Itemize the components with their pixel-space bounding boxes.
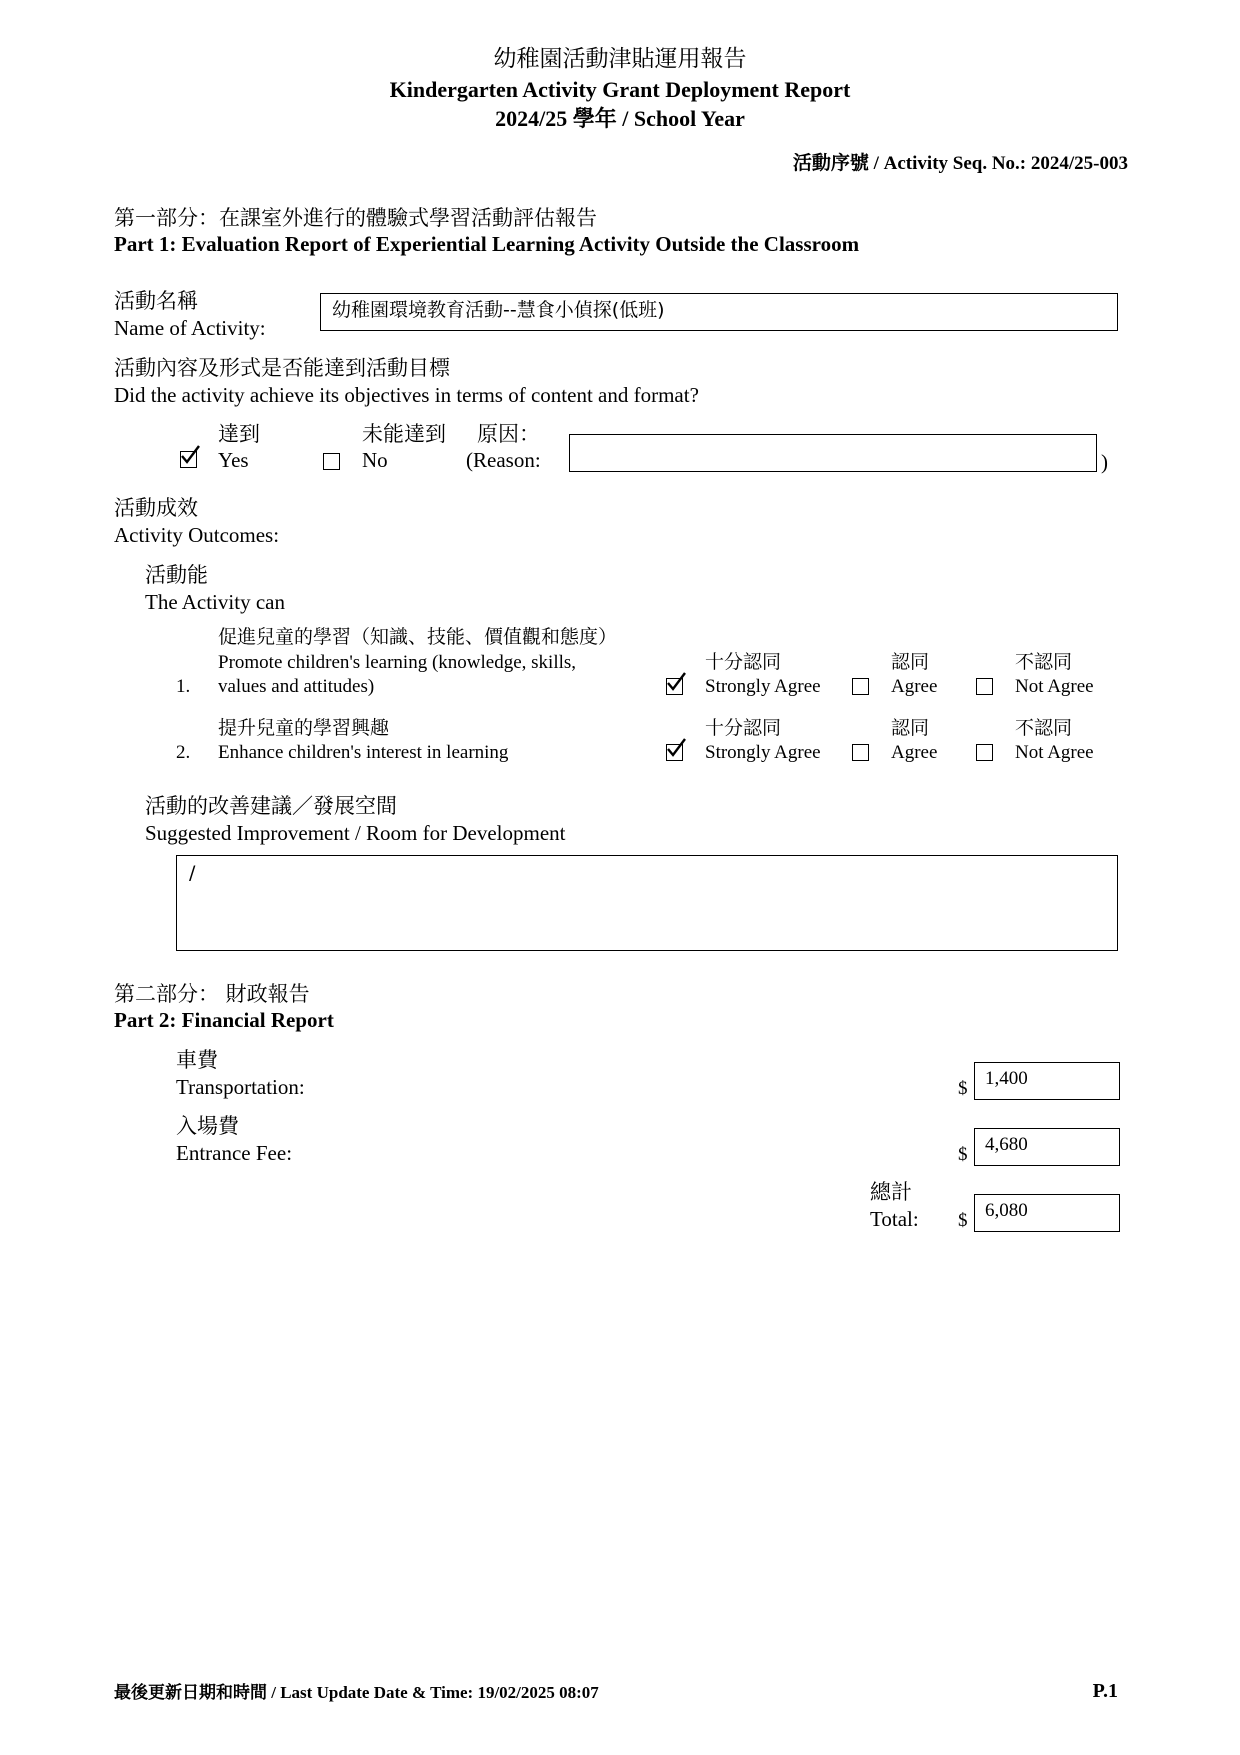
outcomes-label-en: Activity Outcomes: <box>114 523 280 547</box>
yes-checkbox[interactable] <box>180 451 197 468</box>
improve-label-en: Suggested Improvement / Room for Development <box>145 821 566 845</box>
outcomes-label-zh: 活動成效 <box>114 496 198 520</box>
activity-name-value: 幼稚園環境教育活動--慧食小偵探(低班) <box>332 299 665 321</box>
entrance-field[interactable] <box>974 1128 1120 1166</box>
item2-number: 2. <box>176 742 191 763</box>
transport-value: 1,400 <box>985 1068 1028 1089</box>
improve-label-zh: 活動的改善建議／發展空間 <box>145 794 397 818</box>
item1-en-line2: values and attitudes) <box>218 676 375 697</box>
part1-heading-en: Part 1: Evaluation Report of Experiential Learning Activity Outside the Classroom <box>114 232 860 256</box>
entrance-value: 4,680 <box>985 1134 1028 1155</box>
seq-value: 2024/25-003 <box>1030 153 1128 174</box>
transport-label-zh: 車費 <box>176 1048 218 1072</box>
no-label-en: No <box>362 448 388 472</box>
entrance-currency: $ <box>958 1144 968 1165</box>
transport-label-en: Transportation: <box>176 1075 305 1099</box>
improvement-field[interactable] <box>176 855 1118 951</box>
checkmark-icon <box>665 737 687 759</box>
no-label-zh: 未能達到 <box>362 422 446 446</box>
item2-zh: 提升兒童的學習興趣 <box>218 717 390 739</box>
name-label-zh: 活動名稱 <box>114 289 198 313</box>
reason-field[interactable] <box>569 434 1097 472</box>
total-label-en: Total: <box>870 1207 919 1231</box>
item1-agree-en: Agree <box>891 676 938 697</box>
item2-not-agree-checkbox[interactable] <box>976 744 993 761</box>
item1-zh: 促進兒童的學習（知識、技能、價值觀和態度） <box>218 626 618 648</box>
reason-label-en: (Reason: <box>466 448 541 472</box>
activity-can-en: The Activity can <box>145 590 285 614</box>
reason-close-paren: ) <box>1101 450 1108 474</box>
item1-not-agree-zh: 不認同 <box>1015 651 1073 673</box>
item1-number: 1. <box>176 676 191 697</box>
item2-strongly-agree-zh: 十分認同 <box>705 717 782 739</box>
transport-currency: $ <box>958 1078 968 1099</box>
part2-heading-zh: 第二部分： 財政報告 <box>114 982 310 1006</box>
checkmark-icon <box>179 444 201 466</box>
activity-can-zh: 活動能 <box>145 563 208 587</box>
total-field[interactable] <box>974 1194 1120 1232</box>
item2-en-line1: Enhance children's interest in learning <box>218 742 509 763</box>
item2-strongly-agree-en: Strongly Agree <box>705 742 821 763</box>
title-zh: 幼稚園活動津貼運用報告 <box>493 46 747 72</box>
item2-agree-en: Agree <box>891 742 938 763</box>
item1-not-agree-checkbox[interactable] <box>976 678 993 695</box>
total-value: 6,080 <box>985 1200 1028 1221</box>
item1-strongly-agree-checkbox[interactable] <box>666 678 683 695</box>
entrance-label-zh: 入場費 <box>176 1114 239 1138</box>
item1-strongly-agree-en: Strongly Agree <box>705 676 821 697</box>
item1-not-agree-en: Not Agree <box>1015 676 1094 697</box>
entrance-label-en: Entrance Fee: <box>176 1141 293 1165</box>
part2-heading-en: Part 2: Financial Report <box>114 1008 334 1032</box>
item2-not-agree-en: Not Agree <box>1015 742 1094 763</box>
page-number: P.1 <box>1092 1680 1118 1702</box>
transport-field[interactable] <box>974 1062 1120 1100</box>
last-update: 最後更新日期和時間 / Last Update Date & Time: 19/02/2025 08:07 <box>114 1683 599 1702</box>
seq-label: 活動序號 / Activity Seq. No.: <box>792 153 1027 174</box>
total-label-zh: 總計 <box>870 1180 912 1204</box>
objective-question-zh: 活動內容及形式是否能達到活動目標 <box>114 356 450 380</box>
name-label-en: Name of Activity: <box>114 316 266 340</box>
part1-heading-zh: 第一部分：在課室外進行的體驗式學習活動評估報告 <box>114 206 597 230</box>
item2-not-agree-zh: 不認同 <box>1015 717 1073 739</box>
item1-strongly-agree-zh: 十分認同 <box>705 651 782 673</box>
reason-label-zh: 原因： <box>477 422 540 446</box>
item2-agree-zh: 認同 <box>891 717 930 739</box>
activity-name-field[interactable] <box>320 293 1118 331</box>
no-checkbox[interactable] <box>323 453 340 470</box>
item2-strongly-agree-checkbox[interactable] <box>666 744 683 761</box>
activity-seq <box>793 152 1128 175</box>
item2-agree-checkbox[interactable] <box>852 744 869 761</box>
yes-label-zh: 達到 <box>218 422 260 446</box>
school-year: 2024/25 學年 / School Year <box>495 106 745 131</box>
objective-question-en: Did the activity achieve its objectives in terms of content and format? <box>114 383 699 407</box>
total-currency: $ <box>958 1210 968 1231</box>
item1-en-line1: Promote children's learning (knowledge, skills, <box>218 652 577 673</box>
item1-agree-zh: 認同 <box>891 651 930 673</box>
checkmark-icon <box>665 671 687 693</box>
yes-label-en: Yes <box>218 448 249 472</box>
item1-agree-checkbox[interactable] <box>852 678 869 695</box>
improvement-value: / <box>189 862 196 884</box>
title-en: Kindergarten Activity Grant Deployment Report <box>389 77 851 102</box>
